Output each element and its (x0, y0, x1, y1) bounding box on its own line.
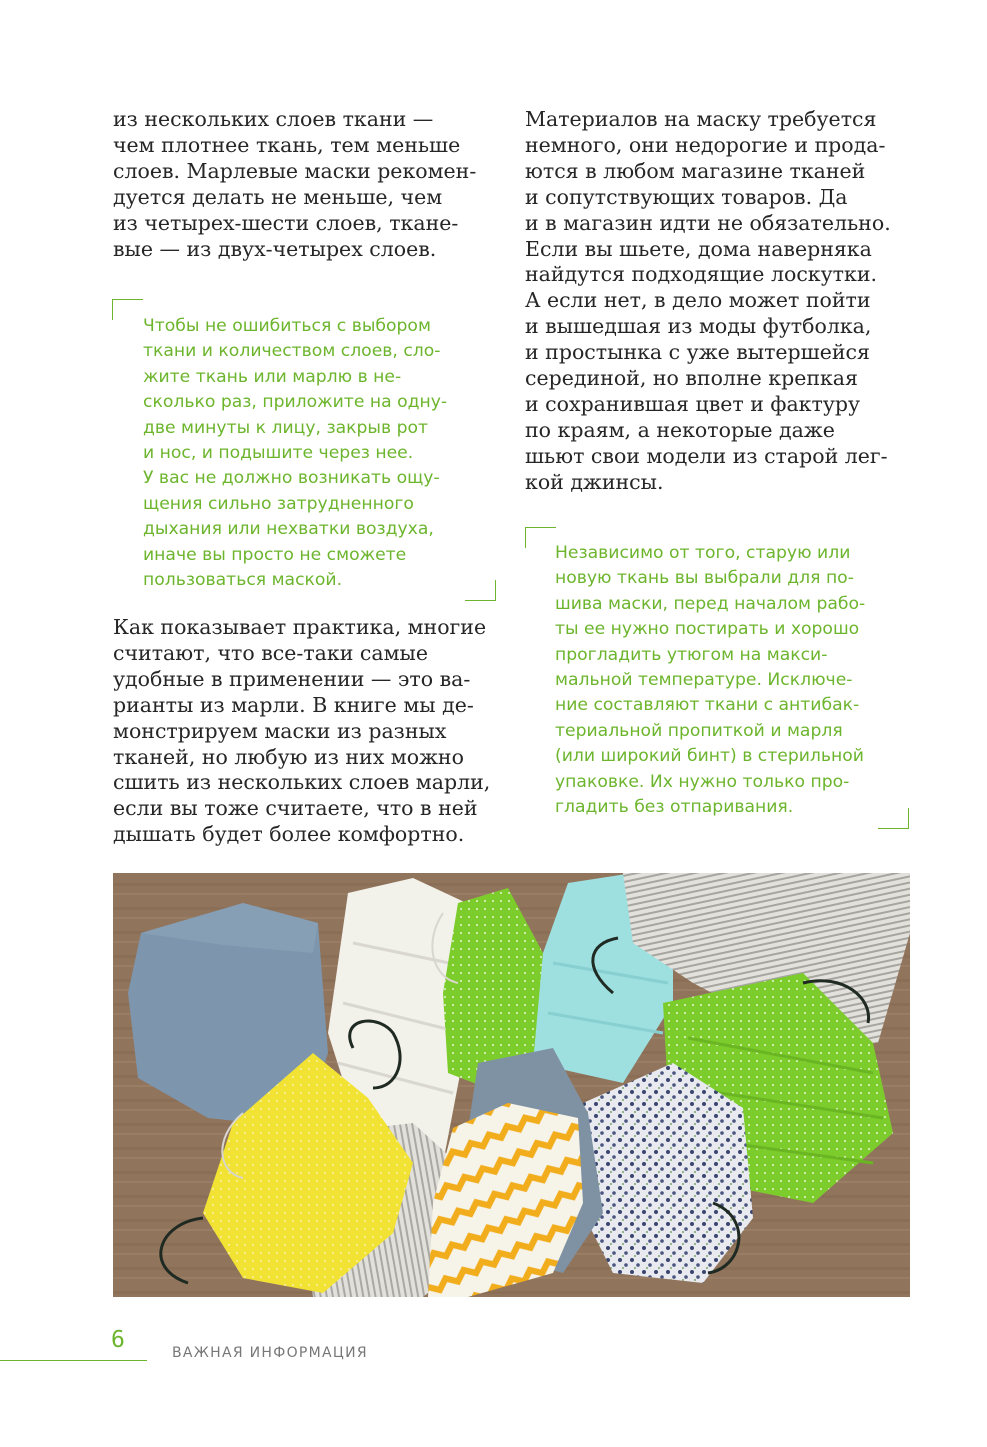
text-line: ткани и количеством слоев, сло- (143, 341, 441, 362)
text-line: Чтобы не ошибиться с выбором (143, 316, 431, 336)
text-line: дышать будет более комфортно. (113, 822, 465, 847)
text-line: из нескольких слоев ткани — (113, 107, 434, 131)
text-line: мальной температуре. Исключе- (555, 670, 853, 691)
section-title: ВАЖНАЯ ИНФОРМАЦИЯ (172, 1345, 368, 1361)
text-line: и сопутствующих товаров. Да (525, 184, 848, 209)
text-line: немного, они недорогие и прода- (525, 132, 886, 157)
left-paragraph-2 (113, 615, 490, 848)
text-line: шьют свои модели из старой лег- (525, 443, 888, 468)
text-line: удобные в применении — это ва- (113, 666, 471, 691)
text-line: сколько раз, приложите на одну- (143, 392, 448, 413)
text-line: монстрируем маски из разных (113, 718, 447, 743)
text-line: иначе вы просто не сможете (143, 544, 407, 565)
text-line: (или широкий бинт) в стерильной (555, 746, 864, 767)
text-line: жите ткань или марлю в не- (143, 366, 402, 387)
text-line: новую ткань вы выбрали для по- (555, 568, 854, 589)
text-line: щения сильно затрудненного (143, 493, 414, 514)
text-line: У вас не должно возникать ощу- (143, 468, 440, 489)
text-line: ние составляют ткани с антибак- (555, 695, 860, 716)
masks-photo (113, 873, 910, 1297)
text-line: пользоваться маской. (143, 570, 343, 591)
text-line: шива маски, перед началом рабо- (555, 593, 866, 614)
text-line: прогладить утюгом на макси- (555, 644, 828, 665)
footer-rule (0, 1360, 147, 1361)
page-number: 6 (111, 1327, 125, 1353)
text-line: тканей, но любую из них можно (113, 744, 464, 769)
text-line: сшить из нескольких слоев марли, (113, 770, 491, 795)
left-note-corner-top-left (112, 299, 143, 320)
text-line: и нос, и подышите через нее. (143, 443, 414, 464)
text-line: рианты из марли. В книге мы де- (113, 692, 474, 717)
text-line: и сохранившая цвет и фактуру (525, 391, 861, 416)
text-line: кой джинсы. (525, 469, 664, 494)
text-line: А если нет, в дело может пойти (525, 288, 871, 313)
text-line: найдутся подходящие лоскутки. (525, 262, 878, 287)
text-line: вые — из двух-четырех слоев. (113, 236, 437, 261)
left-note-corner-bottom-right (465, 580, 496, 601)
text-line: и в магазин идти не обязательно. (525, 210, 891, 235)
right-note-corner-top-left (525, 527, 556, 548)
left-note (143, 314, 447, 593)
text-line: и вышедшая из моды футболка, (525, 314, 872, 339)
text-line: чем плотнее ткань, тем меньше (113, 132, 461, 157)
text-line: считают, что все-таки самые (113, 640, 428, 665)
right-paragraph-1 (525, 107, 891, 496)
text-line: Если вы шьете, дома наверняка (525, 236, 872, 261)
left-paragraph-1 (113, 107, 476, 262)
right-note-corner-bottom-right (878, 808, 909, 829)
text-line: по краям, а некоторые даже (525, 417, 835, 442)
text-line: Как показывает практика, многие (113, 615, 487, 639)
text-line: слоев. Марлевые маски рекомен- (113, 158, 477, 183)
text-line: Независимо от того, старую или (555, 543, 851, 563)
text-line: упаковке. Их нужно только про- (555, 771, 850, 792)
text-line: гладить без отпаривания. (555, 797, 794, 818)
text-line: дыхания или нехватки воздуха, (143, 519, 434, 540)
text-line: если вы тоже считаете, что в ней (113, 796, 478, 821)
text-line: ты ее нужно постирать и хорошо (555, 619, 860, 640)
text-line: серединой, но вполне крепкая (525, 366, 858, 391)
right-note (555, 541, 865, 820)
text-line: териальной пропиткой и марля (555, 720, 843, 741)
text-line: две минуты к лицу, закрыв рот (143, 417, 429, 438)
text-line: из четырех-шести слоев, ткане- (113, 210, 459, 235)
text-line: дуется делать не меньше, чем (113, 184, 443, 209)
text-line: и простынка с уже вытершейся (525, 340, 870, 365)
text-line: Материалов на маску требуется (525, 107, 877, 131)
text-line: ются в любом магазине тканей (525, 158, 866, 183)
